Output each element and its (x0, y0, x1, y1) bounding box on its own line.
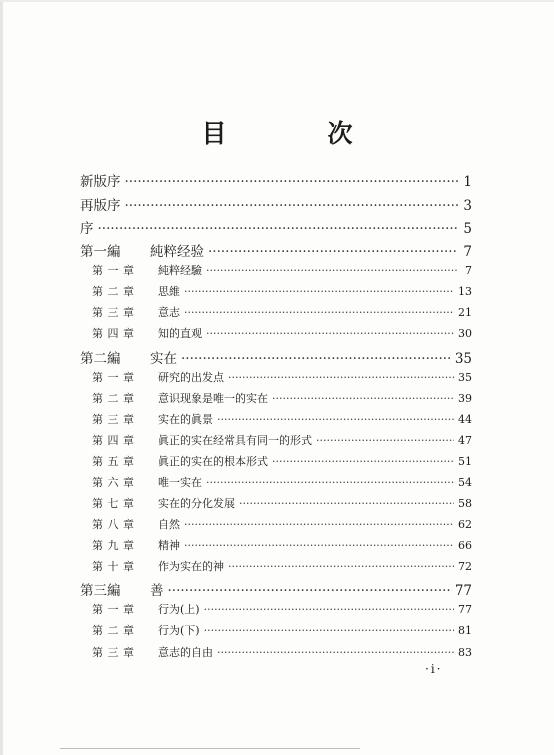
toc-chapter-entry (92, 453, 472, 469)
chapter-page-number: 35 (458, 371, 472, 384)
chapter-title: 意识现象是唯一的实在 (158, 392, 268, 405)
leader-dots (228, 560, 454, 573)
chapter-page-number: 44 (458, 413, 472, 426)
chapter-page-number: 77 (458, 603, 472, 616)
chapter-page-number: 47 (458, 434, 472, 447)
leader-dots (206, 327, 454, 340)
leader-dots (206, 264, 458, 277)
chapter-title: 意志 (158, 306, 180, 319)
leader-dots (228, 371, 454, 384)
part-title: 实在 (150, 351, 177, 367)
chapter-page-number: 21 (458, 306, 472, 319)
scan-artifact-line (60, 748, 360, 749)
leader-dots (206, 476, 454, 489)
chapter-page-number: 39 (458, 392, 472, 405)
chapter-number: 第 三 章 (92, 306, 135, 319)
leader-dots (181, 351, 451, 367)
part-page-number: 77 (454, 583, 472, 599)
chapter-number: 第 五 章 (92, 455, 135, 468)
toc-chapter-entry (92, 558, 472, 574)
chapter-page-number: 66 (458, 539, 472, 552)
chapter-title: 思維 (158, 285, 180, 298)
chapter-number: 第 二 章 (92, 285, 135, 298)
leader-dots (184, 306, 454, 319)
leader-dots (184, 539, 454, 552)
chapter-number: 第 七 章 (92, 497, 135, 510)
chapter-number: 第 三 章 (92, 413, 135, 426)
chapter-title: 自然 (158, 518, 180, 531)
toc-part-entry (80, 240, 472, 260)
chapter-page-number: 58 (458, 497, 472, 510)
entry-page-number: 3 (463, 198, 472, 214)
part-title: 善 (150, 583, 164, 599)
chapter-number: 第 六 章 (92, 476, 135, 489)
leader-dots (184, 518, 454, 531)
entry-title: 序 (80, 221, 94, 237)
toc-chapter-entry (92, 474, 472, 490)
page-number: ·i· (425, 662, 443, 676)
chapter-page-number: 54 (458, 476, 472, 489)
entry-page-number: 5 (463, 221, 472, 237)
toc-chapter-entry (92, 369, 472, 385)
chapter-page-number: 51 (458, 455, 472, 468)
leader-dots (217, 646, 454, 659)
leader-dots (204, 624, 454, 637)
chapter-page-number: 30 (458, 327, 472, 340)
chapter-title: 实在的分化发展 (158, 497, 235, 510)
page-title: 目 次 (201, 119, 391, 148)
toc-chapter-entry (92, 325, 472, 341)
chapter-title: 研究的出发点 (158, 371, 224, 384)
toc-entry (80, 194, 472, 214)
chapter-number: 第 九 章 (92, 539, 135, 552)
chapter-number: 第 二 章 (92, 624, 135, 637)
leader-dots (98, 221, 459, 237)
chapter-title: 意志的自由 (158, 646, 213, 659)
chapter-number: 第 三 章 (92, 646, 135, 659)
toc-chapter-entry (92, 622, 472, 638)
chapter-number: 第 四 章 (92, 327, 135, 340)
leader-dots (239, 497, 454, 510)
chapter-page-number: 81 (458, 624, 472, 637)
part-number: 第三編 (80, 583, 121, 599)
toc-chapter-entry (92, 283, 472, 299)
leader-dots (125, 174, 459, 190)
part-page-number: 7 (463, 244, 472, 260)
chapter-number: 第 二 章 (92, 392, 135, 405)
part-number: 第一編 (80, 244, 121, 260)
toc-chapter-entry (92, 644, 472, 660)
chapter-title: 精神 (158, 539, 180, 552)
chapter-number: 第 一 章 (92, 603, 135, 616)
toc-chapter-entry (92, 601, 472, 617)
toc-chapter-entry (92, 411, 472, 427)
leader-dots (184, 285, 454, 298)
leader-dots (217, 413, 454, 426)
toc-entry (80, 170, 472, 190)
chapter-title: 实在的眞景 (158, 413, 213, 426)
entry-page-number: 1 (463, 174, 472, 190)
toc-entry (80, 217, 472, 237)
leader-dots (125, 198, 459, 214)
entry-title: 再版序 (80, 198, 121, 214)
chapter-page-number: 72 (458, 560, 472, 573)
chapter-number: 第 四 章 (92, 434, 135, 447)
leader-dots (316, 434, 454, 447)
chapter-number: 第 一 章 (92, 371, 135, 384)
toc-chapter-entry (92, 495, 472, 511)
toc-chapter-entry (92, 390, 472, 406)
toc-chapter-entry (92, 537, 472, 553)
chapter-title: 行为(上) (158, 603, 200, 616)
chapter-page-number: 62 (458, 518, 472, 531)
leader-dots (208, 244, 458, 260)
chapter-title: 眞正的实在经常具有同一的形式 (158, 434, 312, 447)
entry-title: 新版序 (80, 174, 121, 190)
chapter-title: 唯一实在 (158, 476, 202, 489)
part-page-number: 35 (454, 351, 472, 367)
toc-chapter-entry (92, 516, 472, 532)
chapter-page-number: 13 (458, 285, 472, 298)
chapter-title: 作为实在的神 (158, 560, 224, 573)
chapter-number: 第 八 章 (92, 518, 135, 531)
leader-dots (272, 455, 454, 468)
toc-part-entry (80, 579, 472, 599)
chapter-page-number: 7 (465, 264, 472, 277)
chapter-title: 知的直观 (158, 327, 202, 340)
leader-dots (204, 603, 454, 616)
chapter-title: 行为(下) (158, 624, 200, 637)
toc-chapter-entry (92, 432, 472, 448)
chapter-title: 純粹经驗 (158, 264, 202, 277)
leader-dots (168, 583, 451, 599)
leader-dots (272, 392, 454, 405)
toc-part-entry (80, 347, 472, 367)
chapter-number: 第 十 章 (92, 560, 135, 573)
chapter-number: 第 一 章 (92, 264, 135, 277)
toc-chapter-entry (92, 304, 472, 320)
chapter-title: 眞正的实在的根本形式 (158, 455, 268, 468)
part-number: 第二編 (80, 351, 121, 367)
toc-chapter-entry (92, 262, 472, 278)
chapter-page-number: 83 (458, 646, 472, 659)
part-title: 純粹经验 (150, 244, 204, 260)
